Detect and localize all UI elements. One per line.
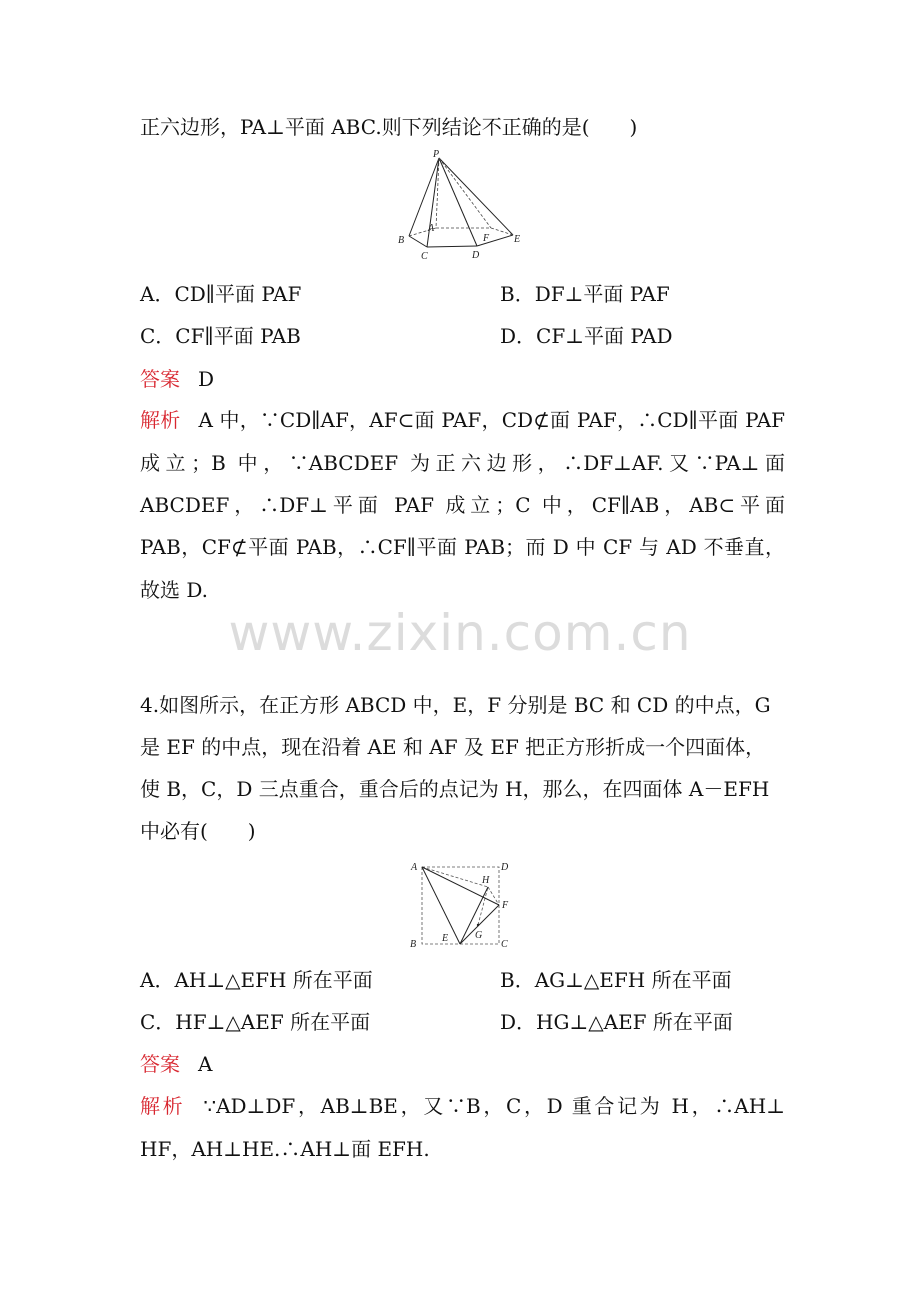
label-e: E bbox=[514, 234, 521, 245]
q3-option-c: C．CF∥平面 PAB bbox=[140, 324, 301, 348]
q4-answer bbox=[140, 1050, 785, 1078]
q4-stem-line-1: 4.如图所示，在正方形 ABCD 中，E，F 分别是 BC 和 CD 的中点，G bbox=[140, 693, 771, 717]
label-d: D bbox=[501, 862, 509, 873]
edge-cd bbox=[427, 246, 477, 247]
q3-analysis-line-1 bbox=[140, 406, 785, 434]
label-b: B bbox=[398, 235, 405, 246]
q4-stem-line-2: 是 EF 的中点，现在沿着 AE 和 AF 及 EF 把正方形折成一个四面体， bbox=[140, 735, 766, 759]
q3-answer-label: 答案 bbox=[140, 367, 180, 391]
label-d: D bbox=[472, 250, 480, 261]
q3-analysis-line-4: PAB，CF⊄平面 PAB，∴CF∥平面 PAB；而 D 中 CF 与 AD 不垂直， bbox=[140, 535, 785, 559]
edge-ae bbox=[422, 867, 460, 944]
q4-analysis-line-2: HF，AH⊥HE.∴AH⊥面 EFH. bbox=[140, 1137, 430, 1161]
q4-option-d: D．HG⊥△AEF 所在平面 bbox=[500, 1010, 733, 1034]
q3-analysis-label: 解析 bbox=[140, 408, 181, 432]
q4-stem-line-3: 使 B，C，D 三点重合，重合后的点记为 H，那么，在四面体 A－EFH bbox=[140, 777, 770, 801]
q4-answer-label: 答案 bbox=[140, 1052, 180, 1076]
q3-stem: 正六边形，PA⊥平面 ABC.则下列结论不正确的是( ) bbox=[140, 115, 638, 139]
edge-gh bbox=[478, 887, 488, 925]
edge-pb bbox=[409, 158, 439, 236]
label-g: G bbox=[475, 930, 483, 941]
q3-option-d: D．CF⊥平面 PAD bbox=[500, 324, 673, 348]
edge-af bbox=[422, 867, 499, 905]
q3-answer-value: D bbox=[198, 367, 215, 391]
q4-answer-value: A bbox=[198, 1052, 213, 1076]
label-c: C bbox=[501, 939, 508, 950]
q3-analysis-line-3: ABCDEF，∴DF⊥平面 PAF 成立；C 中，CF∥AB，AB⊂平面 bbox=[140, 493, 785, 517]
q4-analysis-label: 解析 bbox=[140, 1094, 186, 1118]
q3-option-b: B．DF⊥平面 PAF bbox=[500, 282, 670, 306]
label-f: F bbox=[483, 233, 490, 244]
q3-analysis-text: A 中，∵CD∥AF，AF⊂面 PAF，CD⊄面 PAF，∴CD∥平面 PAF bbox=[198, 408, 786, 432]
label-h: H bbox=[482, 875, 490, 886]
edge-bc bbox=[409, 236, 427, 247]
edge-pe bbox=[439, 158, 513, 235]
label-a: A bbox=[428, 223, 435, 234]
q4-option-c: C．HF⊥△AEF 所在平面 bbox=[140, 1010, 371, 1034]
q3-analysis-line-2: 成立；B 中，∵ABCDEF 为正六边形，∴DF⊥AF.又∵PA⊥面 bbox=[140, 451, 785, 475]
watermark: www.zixin.com.cn bbox=[228, 604, 692, 662]
q4-stem-line-4: 中必有( ) bbox=[140, 819, 256, 843]
label-c: C bbox=[421, 251, 428, 262]
q4-option-b: B．AG⊥△EFH 所在平面 bbox=[500, 968, 732, 992]
label-e: E bbox=[442, 933, 449, 944]
label-p: P bbox=[433, 149, 440, 160]
q3-analysis-line-5: 故选 D. bbox=[140, 578, 209, 602]
edge-eh bbox=[460, 887, 488, 944]
label-f: F bbox=[502, 900, 509, 911]
label-b: B bbox=[410, 939, 417, 950]
edge-pd bbox=[439, 158, 477, 246]
q4-square-figure bbox=[405, 858, 520, 950]
q3-option-a: A．CD∥平面 PAF bbox=[140, 282, 302, 306]
q4-option-a: A．AH⊥△EFH 所在平面 bbox=[140, 968, 373, 992]
edge-ah bbox=[422, 867, 488, 887]
point-g bbox=[477, 924, 479, 926]
q4-analysis-line-1 bbox=[140, 1092, 785, 1120]
q3-pyramid-figure bbox=[395, 148, 525, 264]
q4-analysis-text: ∵AD⊥DF，AB⊥BE，又∵B，C，D 重合记为 H，∴AH⊥ bbox=[203, 1094, 786, 1118]
label-a: A bbox=[411, 862, 418, 873]
q3-answer bbox=[140, 365, 785, 393]
